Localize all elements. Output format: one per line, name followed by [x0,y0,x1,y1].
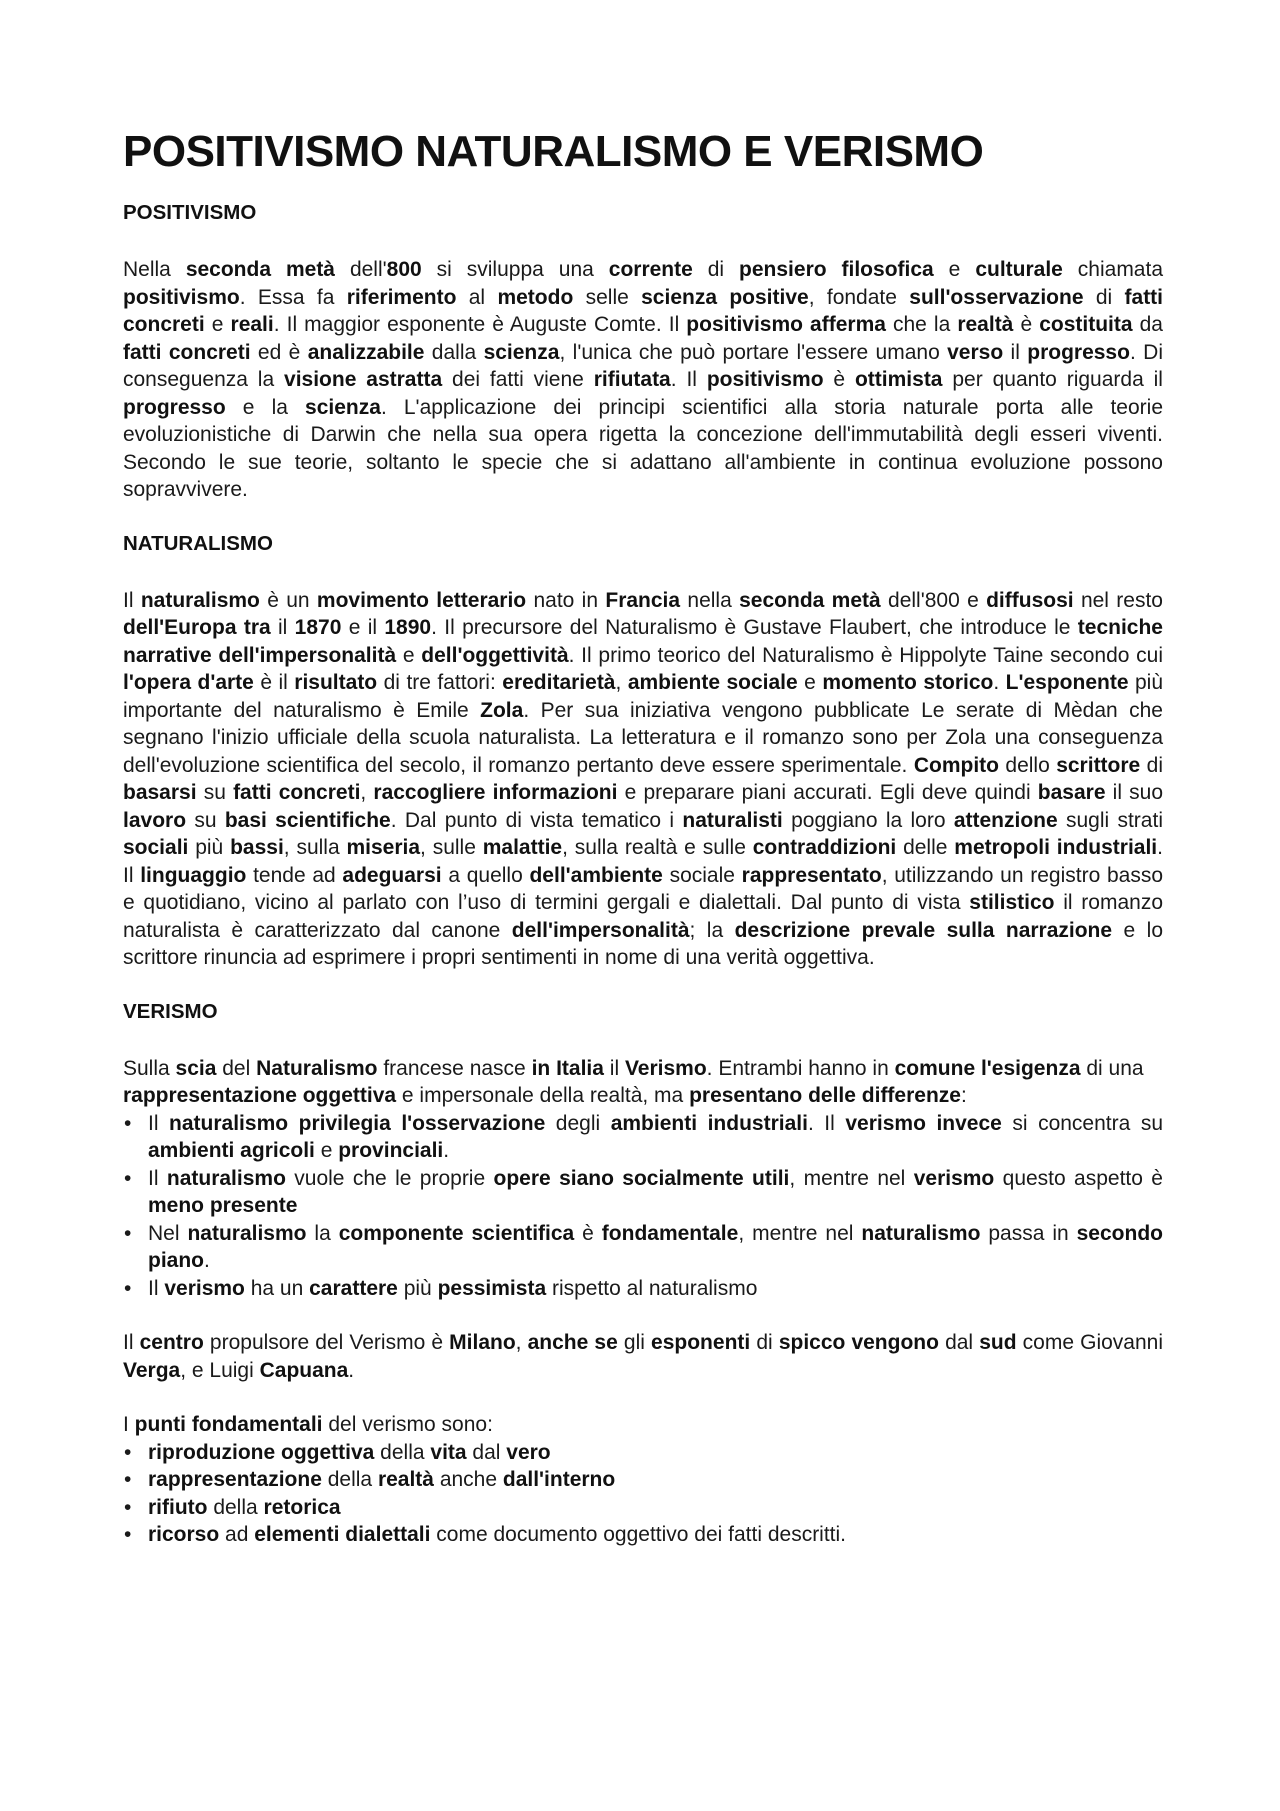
emphasis-text: fatti concreti [123,285,1164,336]
emphasis-text: in Italia [531,1056,604,1080]
emphasis-text: lavoro [123,808,187,832]
emphasis-text: opere siano socialmente utili [493,1166,790,1190]
emphasis-text: naturalismo [187,1221,307,1245]
list-item: • Il verismo ha un carattere più pessimista rispetto al naturalismo [123,1275,1163,1303]
section-heading-positivismo: POSITIVISMO [123,201,257,224]
emphasis-text: ambienti industriali [610,1111,808,1135]
emphasis-text: Verismo [624,1056,707,1080]
emphasis-text: basi scientifiche [224,808,391,832]
emphasis-text: fatti concreti [123,340,251,364]
emphasis-text: dell'Europa tra [123,616,271,639]
emphasis-text: L'esponente [1005,671,1129,694]
emphasis-text: analizzabile [307,340,425,364]
emphasis-text: elementi dialettali [254,1523,431,1546]
emphasis-text: tecniche narrative dell'impersonalità [123,616,1163,667]
emphasis-text: dell'ambiente [529,863,663,887]
emphasis-text: stilistico [969,891,1055,914]
emphasis-text: scienza [483,340,560,364]
emphasis-text: meno presente [148,1194,298,1217]
emphasis-text: reali [230,313,274,336]
section-naturalismo [123,531,1163,972]
section-heading-naturalismo: NATURALISMO [123,531,273,555]
emphasis-text: esponenti [651,1331,751,1354]
emphasis-text: sull'osservazione [909,285,1084,309]
emphasis-text: Zola [480,698,524,722]
verismo-intro: Sulla scia del Naturalismo francese nasce in Italia il Verismo. Entrambi hanno in comune l'esigenza di una rappresentazione oggettiva e impersonale della realtà, ma presentano delle differenze: [123,1056,1144,1107]
bullet-icon: • [124,1276,132,1300]
emphasis-text: l'opera d'arte [123,671,254,694]
emphasis-text: provinciali [338,1139,444,1162]
bullet-icon: • [124,1468,132,1491]
list-item: • rappresentazione della realtà anche dall'interno [123,1466,1163,1494]
emphasis-text: positivismo [123,285,240,309]
emphasis-text: 1890 [384,616,432,639]
emphasis-text: culturale [975,258,1063,281]
emphasis-text: metodo [497,285,574,309]
emphasis-text: basarsi [123,781,197,804]
bullet-icon: • [124,1166,132,1190]
emphasis-text: carattere [309,1276,398,1300]
emphasis-text: secondo piano [148,1221,1163,1272]
emphasis-text: scia [175,1056,217,1080]
emphasis-text: progresso [1027,340,1130,364]
emphasis-text: ambienti agricoli [148,1139,315,1162]
list-item: • Il naturalismo vuole che le proprie opere siano socialmente utili, mentre nel verismo questo aspetto è meno presente [124,1166,1163,1217]
emphasis-text: dell'oggettività [421,643,569,667]
emphasis-text: ricorso [148,1523,220,1546]
emphasis-text: verso [947,340,1004,364]
emphasis-text: positivismo afferma [686,313,886,336]
emphasis-text: pensiero filosofica [739,258,934,281]
emphasis-text: rifiuto [148,1495,208,1519]
emphasis-text: sociali [123,836,189,859]
emphasis-text: corrente [608,258,693,281]
emphasis-text: raccogliere informazioni [373,781,618,804]
emphasis-text: linguaggio [140,863,247,887]
naturalismo-paragraph: Il naturalismo è un movimento letterario nato in Francia nella seconda metà dell'800 e diffusosi nel resto dell'Europa tra il 1870 e il 1890. Il precursore del Naturalismo è Gustave Flaubert, che introduce le tecniche narrative dell'impersonalità e dell'oggettività. Il primo teorico del Naturalismo è Hippolyte Taine secondo cui l'opera d'arte è il risultato di tre fattori: ereditarietà, ambiente sociale e momento storico. L'esponente più importante del naturalismo è Emile Zola. Per sua iniziativa vengono pubblicate Le serate di Mèdan che segnano l'inizio ufficiale della scuola naturalista. La letteratura e il romanzo sono per Zola una conseguenza dell'evoluzione scientifica del secolo, il romanzo pertanto deve essere sperimentale. Compito dello scrittore di basarsi su fatti concreti, raccogliere informazioni e preparare piani accurati. Egli deve quindi basare il suo lavoro su basi scientifiche. Dal punto di vista tematico i naturalisti poggiano la loro attenzione sugli strati sociali più bassi, sulla miseria, sulle malattie, sulla realtà e sulle contraddizioni delle metropoli industriali. Il linguaggio tende ad adeguarsi a quello dell'ambiente sociale rappresentato, utilizzando un registro basso e quotidiano, vicino al parlato con l’uso di termini gergali e dialettali. Dal punto di vista stilistico il romanzo naturalista è caratterizzato dal canone dell'impersonalità; la descrizione prevale sulla narrazione e lo scrittore rinuncia ad esprimere i propri sentimenti in nome di una verità oggettiva. [123,588,1164,969]
emphasis-text: costituita [1039,313,1133,336]
emphasis-text: metropoli industriali [954,836,1158,859]
emphasis-text: verismo invece [845,1111,1002,1135]
emphasis-text: pessimista [437,1276,547,1300]
bullet-icon: • [124,1523,132,1546]
list-item: • ricorso ad elementi dialettali come documento oggettivo dei fatti descritti. [123,1521,1163,1549]
emphasis-text: verismo [913,1166,995,1190]
emphasis-text: Verga [123,1358,181,1382]
emphasis-text: realtà [377,1468,434,1491]
section-positivismo [123,200,1163,504]
emphasis-text: visione astratta [284,368,443,391]
emphasis-text: ambiente sociale [627,671,798,694]
emphasis-text: progresso [123,395,226,419]
emphasis-text: vero [506,1440,551,1464]
emphasis-text: ereditarietà [502,671,616,694]
emphasis-text: naturalisti [682,808,783,832]
emphasis-text: positivismo [706,368,824,391]
emphasis-text: dall'interno [502,1468,616,1491]
emphasis-text: anche se [527,1331,618,1354]
emphasis-text: scienza [305,395,381,419]
emphasis-text: diffusosi [986,588,1074,612]
emphasis-text: Milano [449,1331,516,1354]
verismo-center-paragraph: Il centro propulsore del Verismo è Milano, anche se gli esponenti di spicco vengono dal sud come Giovanni Verga, e Luigi Capuana. [123,1331,1164,1382]
emphasis-text: movimento letterario [316,588,527,612]
emphasis-text: attenzione [953,808,1058,832]
emphasis-text: seconda metà [185,258,335,281]
emphasis-text: 800 [386,258,422,281]
emphasis-text: adeguarsi [342,863,442,887]
emphasis-text: Capuana [259,1358,349,1382]
emphasis-text: rappresentazione oggettiva [123,1084,397,1107]
emphasis-text: fondamentale [601,1221,739,1245]
emphasis-text: punti fondamentali [134,1413,323,1436]
emphasis-text: dell'impersonalità [511,918,690,942]
emphasis-text: Naturalismo [256,1056,378,1080]
emphasis-text: fatti concreti [233,781,361,804]
emphasis-text: descrizione prevale sulla narrazione [734,918,1113,942]
emphasis-text: presentano delle differenze [689,1084,961,1107]
emphasis-text: Compito [913,753,999,777]
emphasis-text: verismo [164,1276,245,1300]
emphasis-text: riferimento [346,285,457,309]
list-item: • Il naturalismo privilegia l'osservazione degli ambienti industriali. Il verismo invece si concentra su ambienti agricoli e provinciali. [124,1111,1164,1162]
points-list [123,1439,1163,1549]
points-intro: I punti fondamentali del verismo sono: [123,1413,493,1436]
list-item: • Nel naturalismo la componente scientifica è fondamentale, mentre nel naturalismo passa in secondo piano. [124,1221,1163,1272]
bullet-icon: • [124,1440,132,1464]
section-verismo [123,999,1163,1549]
emphasis-text: malattie [482,836,563,859]
list-item: • rifiuto della retorica [123,1494,1163,1522]
emphasis-text: naturalismo privilegia l'osservazione [169,1111,546,1135]
emphasis-text: spicco vengono [778,1331,939,1354]
emphasis-text: rappresentato [741,863,882,887]
bullet-icon: • [124,1495,132,1519]
emphasis-text: risultato [294,671,378,694]
emphasis-text: miseria [346,836,421,859]
differences-list [123,1110,1163,1303]
emphasis-text: scrittore [1056,753,1141,777]
document-page [123,126,1163,1576]
emphasis-text: naturalismo [861,1221,981,1245]
emphasis-text: seconda metà [739,588,881,612]
emphasis-text: sud [979,1331,1017,1354]
emphasis-text: vita [430,1440,467,1464]
emphasis-text: comune l'esigenza [894,1056,1081,1080]
emphasis-text: bassi [230,836,284,859]
emphasis-text: riproduzione oggettiva [148,1440,375,1464]
emphasis-text: basare [1037,781,1106,804]
emphasis-text: 1870 [294,616,342,639]
emphasis-text: centro [139,1331,204,1354]
section-heading-verismo: VERISMO [123,999,218,1023]
emphasis-text: Francia [605,588,681,612]
emphasis-text: retorica [263,1495,341,1519]
emphasis-text: naturalismo [140,588,260,612]
document-title: POSITIVISMO NATURALISMO E VERISMO [123,127,984,176]
emphasis-text: momento storico [822,671,994,694]
emphasis-text: contraddizioni [752,836,897,859]
positivismo-paragraph: Nella seconda metà dell'800 si sviluppa una corrente di pensiero filosofica e culturale chiamata positivismo. Essa fa riferimento al metodo selle scienza positive, fondate sull'osservazione di fatti concreti e reali. Il maggior esponente è Auguste Comte. Il positivismo afferma che la realtà è costituita da fatti concreti ed è analizzabile dalla scienza, l'unica che può portare l'essere umano verso il progresso. Di conseguenza la visione astratta dei fatti viene rifiutata. Il positivismo è ottimista per quanto riguarda il progresso e la scienza. L'applicazione dei principi scientifici alla storia naturale porta alle teorie evoluzionistiche di Darwin che nella sua opera rigetta la concezione dell'immutabilità degli esseri viventi. Secondo le sue teorie, soltanto le specie che si adattano all'ambiente in continua evoluzione possono sopravvivere. [123,258,1164,501]
bullet-icon: • [124,1111,132,1135]
emphasis-text: componente scientifica [338,1221,575,1245]
emphasis-text: rifiutata [593,368,671,391]
bullet-icon: • [124,1221,132,1245]
emphasis-text: ottimista [854,368,943,391]
emphasis-text: naturalismo [166,1166,286,1190]
emphasis-text: scienza positive [641,285,809,309]
emphasis-text: realtà [957,313,1014,336]
list-item: • riproduzione oggettiva della vita dal vero [123,1439,1163,1467]
emphasis-text: rappresentazione [148,1468,322,1491]
